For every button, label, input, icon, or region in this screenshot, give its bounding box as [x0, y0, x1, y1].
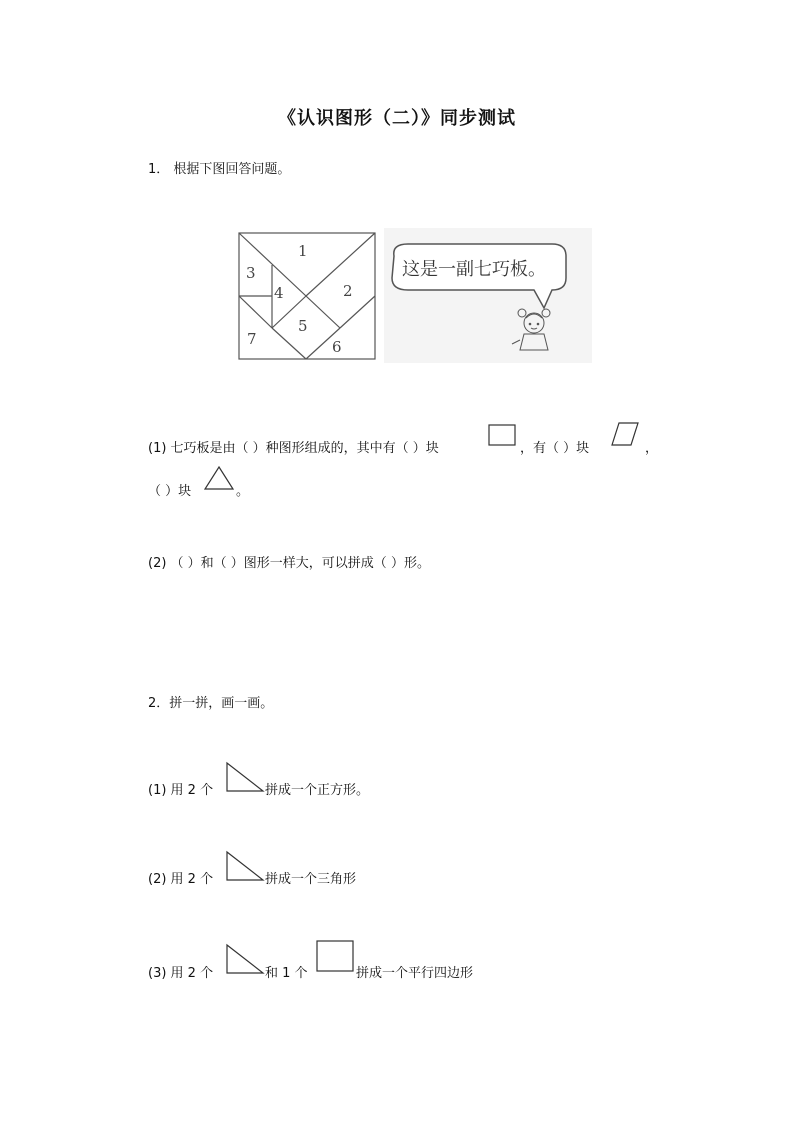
right-triangle-icon	[226, 851, 264, 881]
tangram-figure	[238, 228, 378, 363]
q2-sub3-part-a: (3) 用 2 个	[148, 966, 214, 981]
right-triangle-icon	[226, 762, 264, 792]
triangle-icon	[204, 466, 234, 490]
question-2-heading: 2．拼一拼，画一画。	[148, 696, 274, 711]
question-1-heading: 1． 根据下图回答问题。	[148, 162, 291, 177]
q1-sub2: (2) （ ）和（ ）图形一样大，可以拼成（ ）形。	[148, 556, 430, 571]
q1-sub1-part-b: ，有（ ）块	[520, 441, 590, 456]
q1-sub1-line2-a: （ ）块	[148, 484, 192, 499]
rectangle-icon	[316, 940, 354, 972]
q1-sub1-line2-b: 。	[236, 484, 250, 499]
piece-number-4: 4	[274, 284, 284, 302]
parallelogram-icon	[611, 422, 639, 446]
q2-sub1-part-b: 拼成一个正方形。	[265, 783, 370, 798]
piece-number-1: 1	[298, 242, 308, 260]
q2-sub3-part-c: 拼成一个平行四边形	[356, 966, 474, 981]
piece-number-3: 3	[246, 264, 256, 282]
right-triangle-icon	[226, 944, 264, 974]
speech-illustration	[384, 228, 592, 363]
q2-sub2-part-b: 拼成一个三角形	[265, 872, 357, 887]
piece-number-7: 7	[247, 330, 257, 348]
piece-number-2: 2	[343, 282, 353, 300]
q1-sub1-part-c: ，	[645, 441, 659, 456]
q1-sub1-part-a: (1) 七巧板是由（ ）种图形组成的，其中有（ ）块	[148, 441, 439, 456]
speech-text: 这是一副七巧板。	[402, 259, 546, 280]
piece-number-5: 5	[298, 317, 308, 335]
piece-number-6: 6	[332, 338, 342, 356]
square-icon	[488, 424, 516, 446]
q2-sub1-part-a: (1) 用 2 个	[148, 783, 214, 798]
q2-sub2-part-a: (2) 用 2 个	[148, 872, 214, 887]
q2-sub3-part-b: 和 1 个	[265, 966, 308, 981]
page-title: 《认识图形（二）》同步测试	[278, 108, 516, 129]
